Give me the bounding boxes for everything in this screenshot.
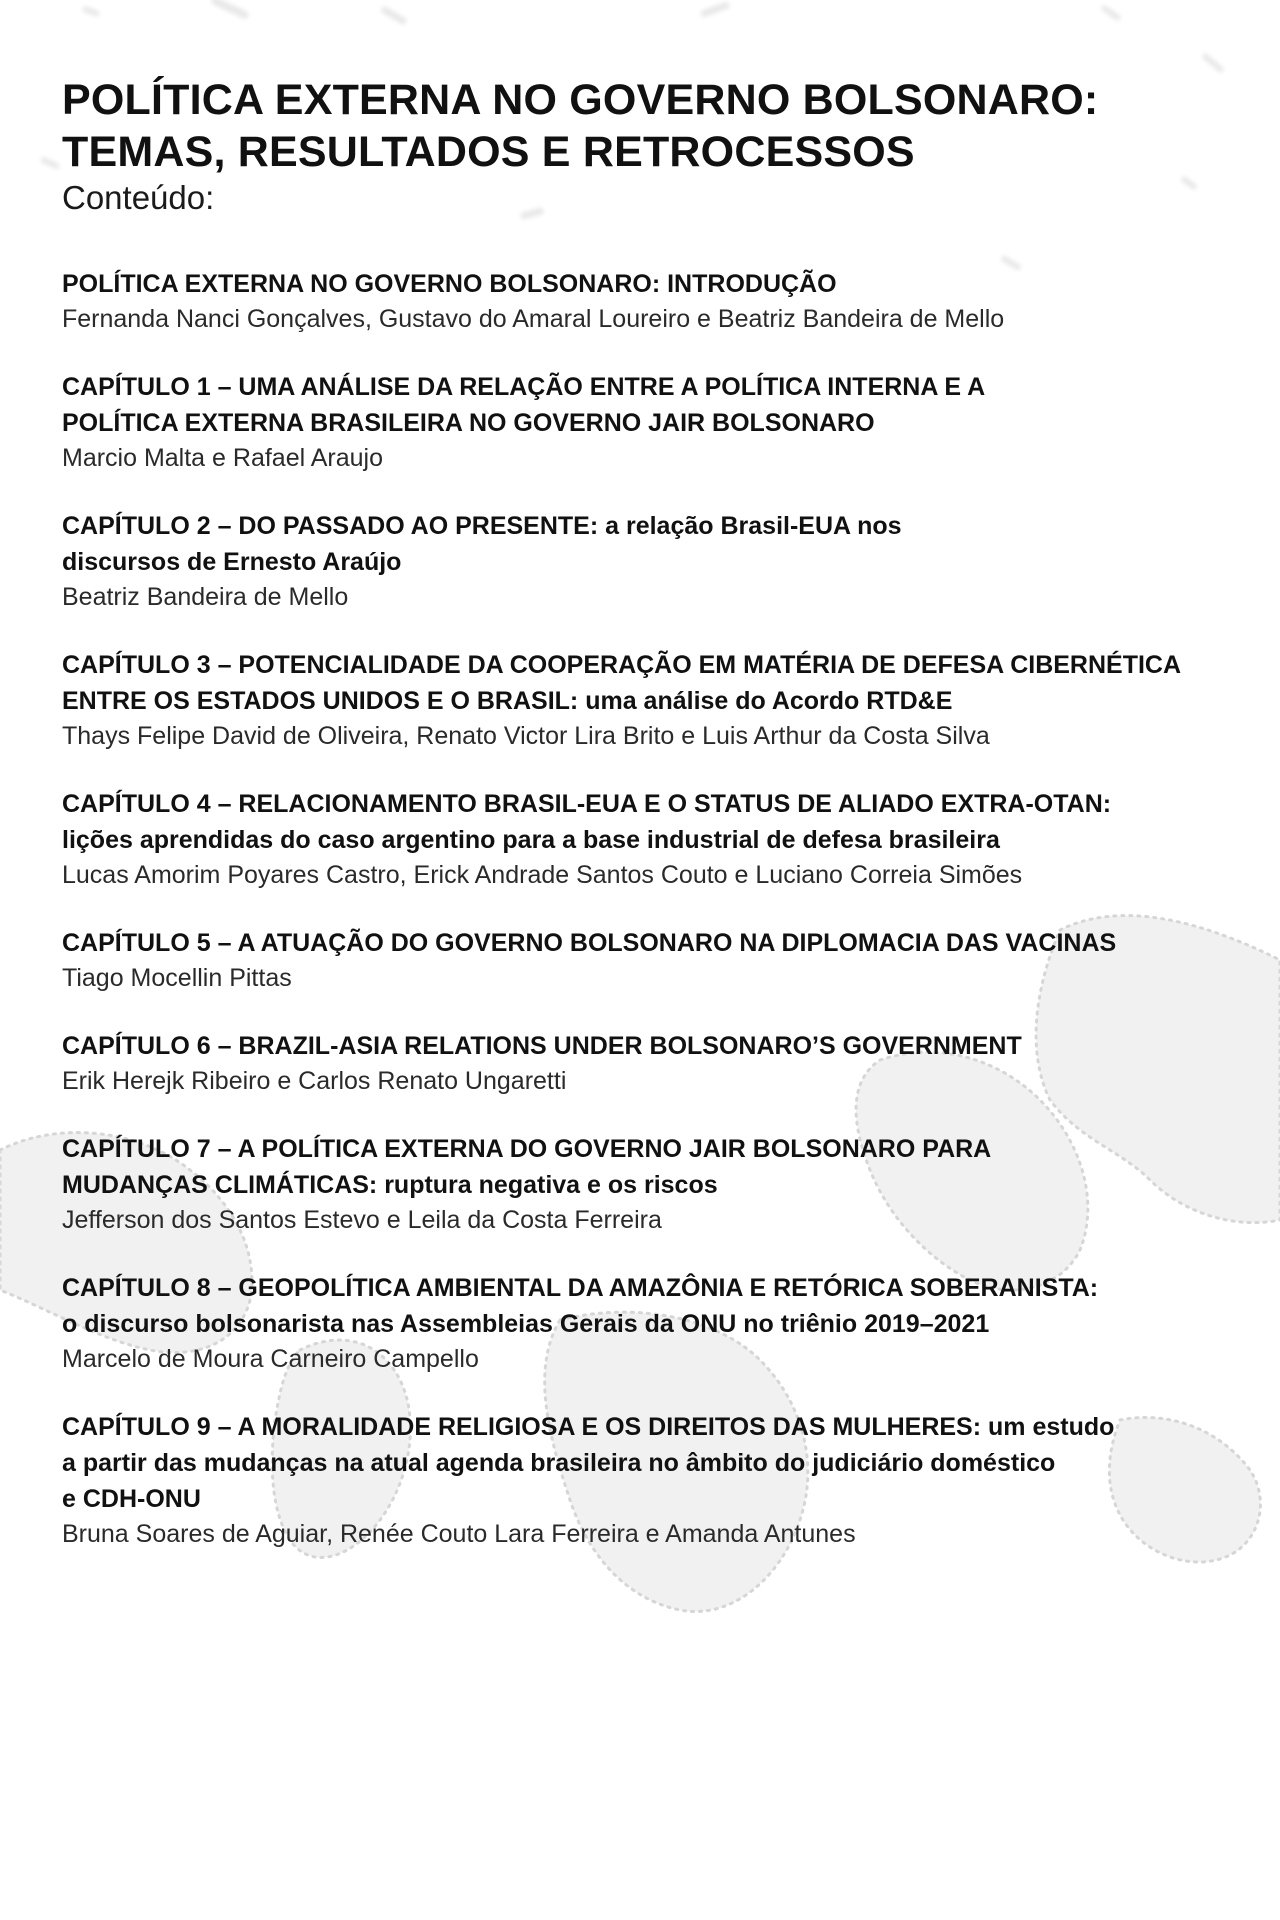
chapter-title-line: lições aprendidas do caso argentino para a base industrial de defesa brasileira <box>62 826 1000 854</box>
chapter-entry-9 <box>62 1409 1232 1552</box>
chapter-title-line: CAPÍTULO 4 – RELACIONAMENTO BRASIL-EUA E O STATUS DE ALIADO EXTRA-OTAN: <box>62 790 1112 818</box>
book-title <box>62 74 1232 178</box>
chapter-authors: Beatriz Bandeira de Mello <box>62 583 349 611</box>
chapter-entry-4 <box>62 786 1232 893</box>
chapter-title <box>62 786 1232 858</box>
chapter-authors: Jefferson dos Santos Estevo e Leila da Costa Ferreira <box>62 1206 662 1234</box>
chapter-list <box>62 266 1232 1552</box>
chapter-authors: Tiago Mocellin Pittas <box>62 964 292 992</box>
chapter-title <box>62 1270 1232 1342</box>
chapter-title <box>62 266 1232 302</box>
chapter-title <box>62 369 1232 441</box>
chapter-authors: Marcelo de Moura Carneiro Campello <box>62 1345 479 1373</box>
contents-heading: Conteúdo: <box>62 179 215 216</box>
book-title-line-2: TEMAS, RESULTADOS E RETROCESSOS <box>62 128 915 176</box>
chapter-entry-7 <box>62 1131 1232 1238</box>
chapter-authors: Marcio Malta e Rafael Araujo <box>62 444 383 472</box>
chapter-title-line: ENTRE OS ESTADOS UNIDOS E O BRASIL: uma análise do Acordo RTD&E <box>62 687 953 715</box>
chapter-title-line: MUDANÇAS CLIMÁTICAS: ruptura negativa e os riscos <box>62 1171 718 1199</box>
chapter-entry-introducao <box>62 266 1232 337</box>
chapter-authors: Erik Herejk Ribeiro e Carlos Renato Ungaretti <box>62 1067 567 1095</box>
chapter-title <box>62 1131 1232 1203</box>
chapter-title-line: o discurso bolsonarista nas Assembleias Gerais da ONU no triênio 2019–2021 <box>62 1310 990 1338</box>
chapter-entry-1 <box>62 369 1232 476</box>
chapter-title <box>62 1028 1232 1064</box>
table-of-contents-page <box>62 74 1232 1584</box>
chapter-title-line: CAPÍTULO 6 – BRAZIL-ASIA RELATIONS UNDER BOLSONARO’S GOVERNMENT <box>62 1032 1022 1060</box>
chapter-title-line: CAPÍTULO 8 – GEOPOLÍTICA AMBIENTAL DA AMAZÔNIA E RETÓRICA SOBERANISTA: <box>62 1274 1099 1302</box>
chapter-authors: Lucas Amorim Poyares Castro, Erick Andrade Santos Couto e Luciano Correia Simões <box>62 861 1023 889</box>
chapter-entry-5 <box>62 925 1232 996</box>
chapter-entry-6 <box>62 1028 1232 1099</box>
chapter-title <box>62 508 1232 580</box>
chapter-title <box>62 1409 1232 1517</box>
chapter-title-line: CAPÍTULO 3 – POTENCIALIDADE DA COOPERAÇÃO EM MATÉRIA DE DEFESA CIBERNÉTICA <box>62 651 1182 679</box>
chapter-title-line: e CDH-ONU <box>62 1485 201 1513</box>
chapter-title <box>62 925 1232 961</box>
chapter-authors: Fernanda Nanci Gonçalves, Gustavo do Amaral Loureiro e Beatriz Bandeira de Mello <box>62 305 1005 333</box>
chapter-authors: Thays Felipe David de Oliveira, Renato Victor Lira Brito e Luis Arthur da Costa Silva <box>62 722 990 750</box>
chapter-title-line: CAPÍTULO 2 – DO PASSADO AO PRESENTE: a relação Brasil-EUA nos <box>62 512 902 540</box>
chapter-title-line: CAPÍTULO 1 – UMA ANÁLISE DA RELAÇÃO ENTRE A POLÍTICA INTERNA E A <box>62 373 986 401</box>
chapter-title <box>62 647 1232 719</box>
chapter-title-line: discursos de Ernesto Araújo <box>62 548 402 576</box>
chapter-title-line: CAPÍTULO 9 – A MORALIDADE RELIGIOSA E OS DIREITOS DAS MULHERES: um estudo <box>62 1413 1115 1441</box>
chapter-title-line: CAPÍTULO 5 – A ATUAÇÃO DO GOVERNO BOLSONARO NA DIPLOMACIA DAS VACINAS <box>62 929 1117 957</box>
chapter-authors: Bruna Soares de Aguiar, Renée Couto Lara Ferreira e Amanda Antunes <box>62 1520 856 1548</box>
chapter-entry-8 <box>62 1270 1232 1377</box>
chapter-entry-2 <box>62 508 1232 615</box>
chapter-title-line: CAPÍTULO 7 – A POLÍTICA EXTERNA DO GOVERNO JAIR BOLSONARO PARA <box>62 1135 992 1163</box>
chapter-entry-3 <box>62 647 1232 754</box>
book-title-line-1: POLÍTICA EXTERNA NO GOVERNO BOLSONARO: <box>62 76 1099 124</box>
chapter-title-line: POLÍTICA EXTERNA BRASILEIRA NO GOVERNO JAIR BOLSONARO <box>62 409 875 437</box>
chapter-title-line: a partir das mudanças na atual agenda brasileira no âmbito do judiciário doméstico <box>62 1449 1056 1477</box>
chapter-title-line: POLÍTICA EXTERNA NO GOVERNO BOLSONARO: INTRODUÇÃO <box>62 270 837 298</box>
